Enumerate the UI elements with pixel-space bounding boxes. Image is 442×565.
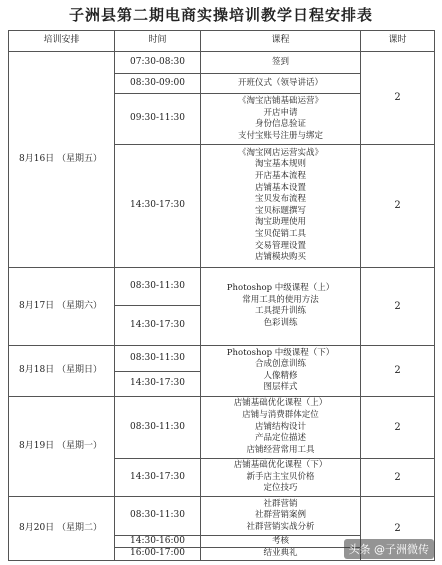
course-line: 人像精修 [263, 370, 298, 381]
course-cell [201, 548, 361, 561]
hours-cell: 2 [361, 497, 435, 561]
course-line: 淘宝助理使用 [254, 217, 306, 228]
header-time: 时间 [115, 31, 201, 52]
table-row [9, 52, 435, 74]
course-line: 淘宝基本规则 [254, 159, 306, 170]
time-cell: 08:30-11:30 [115, 497, 201, 535]
course-line: 宝贝发布流程 [254, 194, 306, 205]
course-line: 身份信息验证 [254, 119, 306, 130]
course-line: 常用工具的使用方法 [242, 294, 319, 305]
course-line: 合成创意训练 [254, 359, 306, 370]
course-line: 店铺与消费群体定位 [242, 409, 319, 420]
time-cell: 08:30-11:30 [115, 396, 201, 458]
course-line: 《淘宝网店运营实战》 [237, 147, 323, 158]
course-cell [201, 459, 361, 497]
course-line: 色彩训练 [263, 318, 298, 329]
hours-cell: 2 [361, 346, 435, 396]
course-line: 开班仪式（领导讲话） [237, 78, 323, 89]
course-line: 宝贝促销工具 [254, 228, 306, 239]
page-title: 子洲县第二期电商实操培训教学日程安排表 [68, 6, 373, 24]
table-header-row [9, 31, 435, 52]
table-row [9, 346, 435, 372]
header-arrangement: 培训安排 [9, 31, 115, 52]
course-line: 签到 [271, 56, 289, 67]
course-line: 宝贝标题撰写 [254, 205, 306, 216]
time-cell: 09:30-11:30 [115, 94, 201, 144]
hours-cell: 2 [361, 396, 435, 458]
time-cell: 14:30-17:30 [115, 372, 201, 396]
course-line: Photoshop 中级课程（下） [226, 347, 335, 358]
course-line: 社群营销案例 [254, 510, 306, 521]
date-cell: 8月20日 （星期二） [9, 497, 115, 561]
date-cell: 8月17日 （星期六） [9, 267, 115, 346]
schedule-table [8, 30, 435, 561]
course-line: 《淘宝店铺基础运营》 [237, 95, 323, 106]
course-line: 交易管理设置 [254, 240, 306, 251]
table-row [9, 267, 435, 305]
date-cell: 8月18日 （星期日） [9, 346, 115, 396]
course-line: 社群营销实战分析 [246, 521, 315, 532]
course-cell [201, 267, 361, 346]
course-cell [201, 74, 361, 94]
hours-cell: 2 [361, 267, 435, 346]
header-hours: 课时 [361, 31, 435, 52]
course-line: 支付宝账号注册与绑定 [237, 130, 323, 141]
course-cell [201, 497, 361, 535]
course-line: 开店基本流程 [254, 170, 306, 181]
course-line: 开店申请 [263, 107, 298, 118]
course-line: 店铺模块购买 [254, 252, 306, 263]
course-line: 店铺基础优化课程（下） [233, 460, 328, 471]
table-row [9, 497, 435, 535]
header-course: 课程 [201, 31, 361, 52]
course-cell [201, 396, 361, 458]
date-cell: 8月19日 （星期一） [9, 396, 115, 497]
time-cell: 16:00-17:00 [115, 548, 201, 561]
time-cell: 14:30-16:00 [115, 535, 201, 548]
course-line: 考核 [271, 535, 289, 546]
time-cell: 08:30-09:00 [115, 74, 201, 94]
course-cell [201, 144, 361, 267]
course-cell [201, 535, 361, 548]
course-line: 结业典礼 [263, 548, 298, 559]
course-line: 工具提升训练 [254, 306, 306, 317]
course-line: 社群营销 [263, 498, 298, 509]
date-cell: 8月16日 （星期五） [9, 52, 115, 268]
course-cell [201, 94, 361, 144]
course-line: 图层样式 [263, 382, 298, 393]
time-cell: 08:30-11:30 [115, 346, 201, 372]
time-cell: 14:30-17:30 [115, 459, 201, 497]
course-line: 店铺基础优化课程（上） [233, 398, 328, 409]
course-cell [201, 52, 361, 74]
course-line: 新手店主宝贝价格 [246, 471, 315, 482]
time-cell: 08:30-11:30 [115, 267, 201, 305]
watermark: 头条 @子洲微传 [344, 539, 435, 559]
course-line: 店铺结构设计 [254, 421, 306, 432]
course-line: 店铺经营常用工具 [246, 444, 315, 455]
course-cell [201, 346, 361, 396]
course-line: 店铺基本设置 [254, 182, 306, 193]
time-cell: 14:30-17:30 [115, 305, 201, 345]
table-row [9, 396, 435, 458]
course-line: Photoshop 中级课程（上） [226, 283, 335, 294]
course-line: 定位技巧 [263, 483, 298, 494]
hours-cell: 2 [361, 52, 435, 145]
time-cell: 07:30-08:30 [115, 52, 201, 74]
hours-cell: 2 [361, 144, 435, 267]
hours-cell: 2 [361, 459, 435, 497]
time-cell: 14:30-17:30 [115, 144, 201, 267]
course-line: 产品定位描述 [254, 433, 306, 444]
